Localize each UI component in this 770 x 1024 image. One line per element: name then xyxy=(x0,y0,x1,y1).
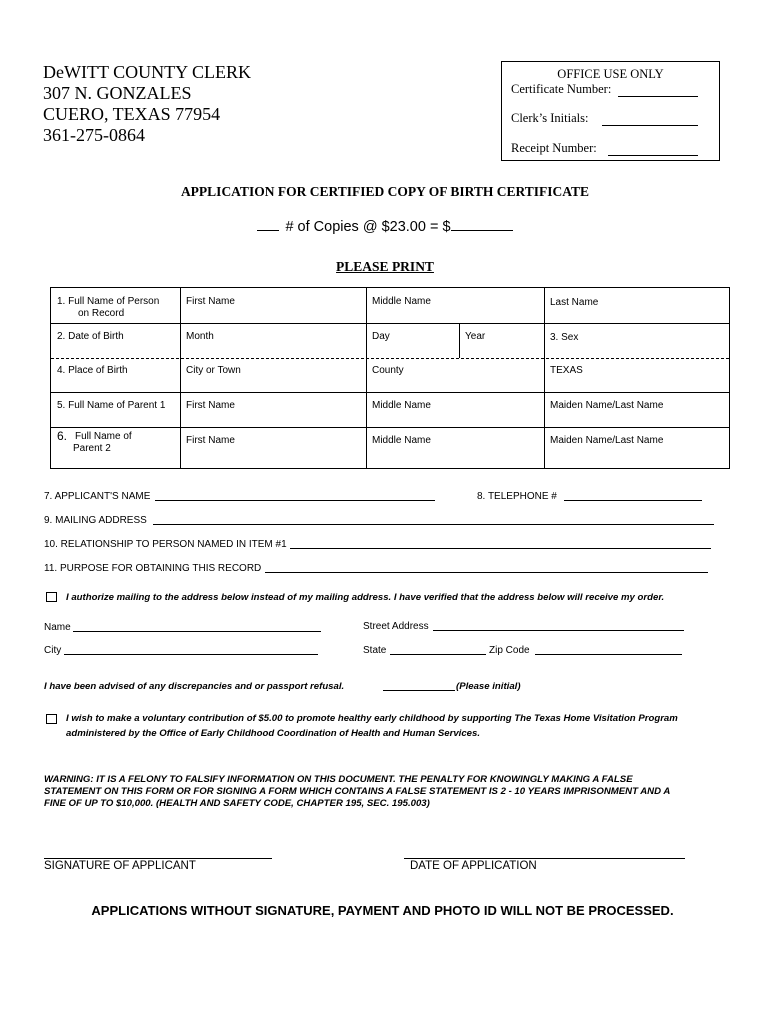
grid-divider xyxy=(366,288,367,468)
parent2-label: Full Name of xyxy=(75,431,132,442)
zip-code-field[interactable] xyxy=(535,654,682,655)
parent1-last-name-field[interactable]: Maiden Name/Last Name xyxy=(550,400,664,411)
place-of-birth-label: 4. Place of Birth xyxy=(57,365,128,376)
contribution-checkbox[interactable] xyxy=(46,714,57,724)
zip-code-label: Zip Code xyxy=(489,645,530,656)
applicant-name-label: 7. APPLICANT'S NAME xyxy=(44,491,151,502)
warning-line: FINE OF UP TO $10,000. (HEALTH AND SAFETY CODE, CHAPTER 195, SEC. 195.003) xyxy=(44,798,430,809)
warning-line: STATEMENT ON THIS FORM OR FOR SIGNING A FORM WHICH CONTAINS A FALSE STATEMENT IS 2 - 10 YEARS IMPRISONMENT AND A xyxy=(44,786,671,797)
mailing-address-field[interactable] xyxy=(153,524,714,525)
please-print-heading: PLEASE PRINT xyxy=(336,259,434,274)
mailing-address-label: 9. MAILING ADDRESS xyxy=(44,515,147,526)
office-use-title: OFFICE USE ONLY xyxy=(557,67,664,81)
clerk-initials-label: Clerk’s Initials: xyxy=(511,111,589,125)
alt-city-label: City xyxy=(44,645,62,656)
grid-divider xyxy=(459,323,460,358)
birth-county-field[interactable]: County xyxy=(372,365,404,376)
receipt-number-field[interactable] xyxy=(608,143,698,156)
certificate-number-label: Certificate Number: xyxy=(511,82,612,96)
copies-line xyxy=(0,217,770,235)
parent2-first-name-field[interactable]: First Name xyxy=(186,435,235,446)
grid-divider xyxy=(180,288,181,468)
clerk-initials-row xyxy=(511,111,698,126)
copies-count-field[interactable] xyxy=(257,217,279,231)
alt-city-field[interactable] xyxy=(64,654,318,655)
address-line: 361-275-0864 xyxy=(43,125,145,145)
warning-text xyxy=(44,774,724,810)
parent1-label: 5. Full Name of Parent 1 xyxy=(57,400,166,411)
alt-name-field[interactable] xyxy=(73,631,321,632)
warning-line: WARNING: IT IS A FELONY TO FALSIFY INFORMATION ON THIS DOCUMENT. THE PENALTY FOR KNOWINGLY MAKING A FALSE xyxy=(44,774,633,785)
clerk-initials-field[interactable] xyxy=(602,113,698,126)
grid-divider xyxy=(51,358,729,359)
birth-day-field[interactable]: Day xyxy=(372,331,390,342)
copies-total-field[interactable] xyxy=(451,217,513,231)
record-info-grid xyxy=(50,287,730,469)
processing-notice: APPLICATIONS WITHOUT SIGNATURE, PAYMENT AND PHOTO ID WILL NOT BE PROCESSED. xyxy=(91,903,674,918)
applicant-name-field[interactable] xyxy=(155,500,435,501)
parent1-first-name-field[interactable]: First Name xyxy=(186,400,235,411)
certificate-number-field[interactable] xyxy=(618,84,698,97)
form-title: APPLICATION FOR CERTIFIED COPY OF BIRTH CERTIFICATE xyxy=(180,184,590,199)
grid-divider xyxy=(51,427,729,428)
alt-state-label: State xyxy=(363,645,387,656)
receipt-number-label: Receipt Number: xyxy=(511,141,597,155)
receipt-number-row xyxy=(511,141,698,156)
address-line: 307 N. GONZALES xyxy=(43,83,192,103)
initial-field[interactable] xyxy=(383,690,455,691)
relationship-field[interactable] xyxy=(290,548,711,549)
full-name-label: 1. Full Name of Person xyxy=(57,296,160,307)
application-date-field[interactable] xyxy=(404,858,685,859)
grid-divider xyxy=(51,392,729,393)
please-initial-label: (Please initial) xyxy=(456,681,521,692)
mailing-authorization-checkbox[interactable] xyxy=(46,592,57,602)
address-line: CUERO, TEXAS 77954 xyxy=(43,104,221,124)
telephone-label: 8. TELEPHONE # xyxy=(477,491,557,502)
clerk-address xyxy=(43,62,251,146)
parent2-label-2: Parent 2 xyxy=(73,443,111,454)
purpose-label: 11. PURPOSE FOR OBTAINING THIS RECORD xyxy=(44,563,262,574)
address-line: DeWITT COUNTY CLERK xyxy=(43,62,251,82)
birth-month-field[interactable]: Month xyxy=(186,331,214,342)
full-name-label-2: on Record xyxy=(78,308,125,319)
street-address-label: Street Address xyxy=(363,621,429,632)
alt-name-label: Name xyxy=(44,622,71,633)
advised-text: I have been advised of any discrepancies and or passport refusal. xyxy=(44,681,345,692)
sex-field[interactable]: 3. Sex xyxy=(550,332,579,343)
mailing-authorization-text: I authorize mailing to the address below instead of my mailing address. I have verified that the address below will receive my order. xyxy=(66,592,665,603)
parent2-label-number: 6. xyxy=(57,429,68,443)
copies-text: # of Copies @ $23.00 = $ xyxy=(285,219,451,235)
birth-state-value: TEXAS xyxy=(550,365,583,376)
grid-divider xyxy=(51,323,729,324)
application-date-label: DATE OF APPLICATION xyxy=(410,860,537,872)
applicant-signature-label: SIGNATURE OF APPLICANT xyxy=(44,860,196,872)
telephone-field[interactable] xyxy=(564,500,702,501)
birth-year-field[interactable]: Year xyxy=(465,331,486,342)
alt-state-field[interactable] xyxy=(390,654,486,655)
contribution-text-1: I wish to make a voluntary contribution of $5.00 to promote healthy early childhood by supporting The Texas Home Visitation Program xyxy=(66,713,678,724)
contribution-text-2: administered by the Office of Early Childhood Coordination of Health and Human Services. xyxy=(66,728,481,739)
grid-divider xyxy=(544,288,545,468)
purpose-field[interactable] xyxy=(265,572,708,573)
middle-name-field[interactable]: Middle Name xyxy=(372,296,431,307)
parent2-last-name-field[interactable]: Maiden Name/Last Name xyxy=(550,435,664,446)
birth-city-field[interactable]: City or Town xyxy=(186,365,241,376)
relationship-label: 10. RELATIONSHIP TO PERSON NAMED IN ITEM #1 xyxy=(44,539,287,550)
certificate-number-row xyxy=(511,82,698,97)
applicant-signature-field[interactable] xyxy=(44,858,272,859)
date-of-birth-label: 2. Date of Birth xyxy=(57,331,124,342)
office-use-box xyxy=(501,61,720,161)
parent1-middle-name-field[interactable]: Middle Name xyxy=(372,400,431,411)
street-address-field[interactable] xyxy=(433,630,684,631)
last-name-field[interactable]: Last Name xyxy=(550,297,599,308)
parent2-middle-name-field[interactable]: Middle Name xyxy=(372,435,431,446)
first-name-field[interactable]: First Name xyxy=(186,296,235,307)
